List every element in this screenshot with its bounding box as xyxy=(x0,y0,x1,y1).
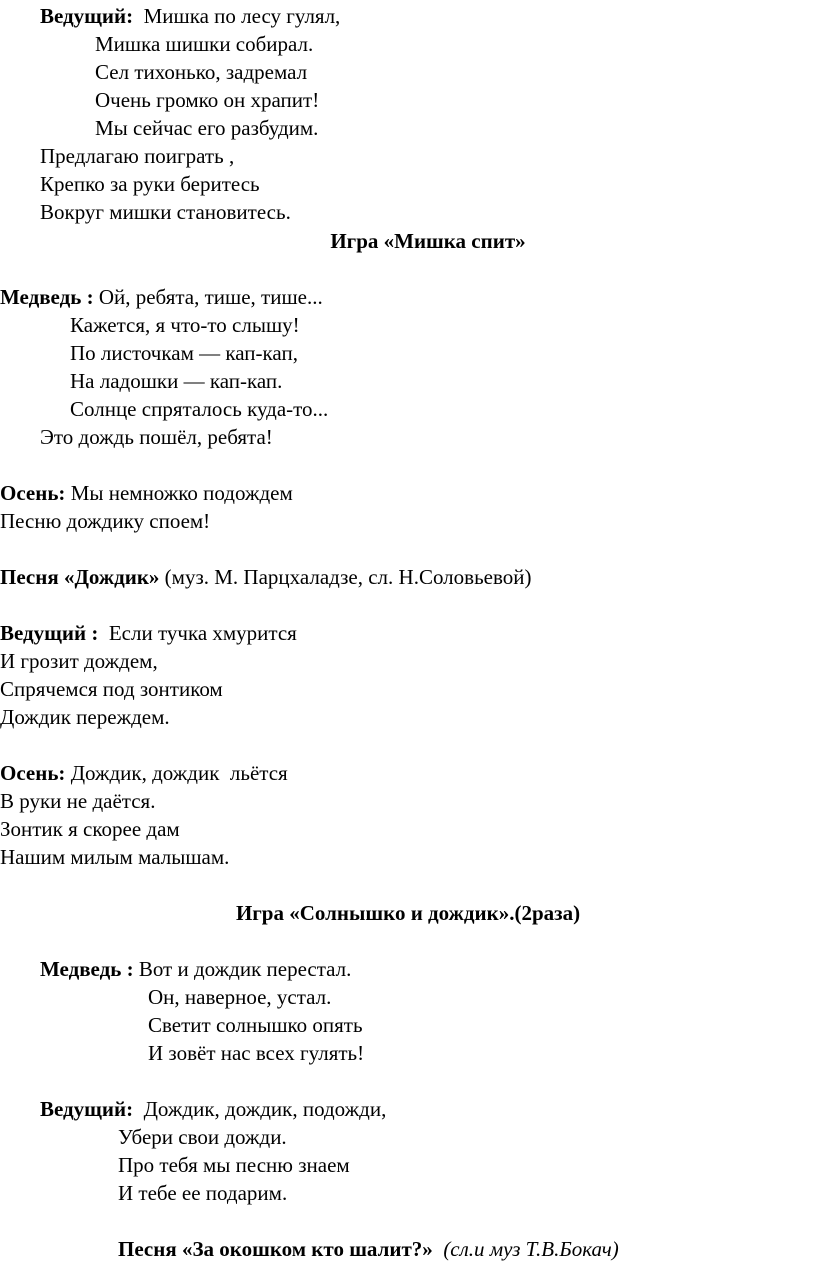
verse-text: Ой, ребята, тише, тише... xyxy=(93,285,323,309)
verse-line: Про тебя мы песню знаем xyxy=(118,1153,350,1177)
verse-line: Спрячемся под зонтиком xyxy=(0,677,223,701)
verse-line: Солнце спряталось куда-то... xyxy=(70,397,329,421)
song-title: Песня «Дождик» xyxy=(0,565,160,589)
game-heading: Игра «Солнышко и дождик».(2раза) xyxy=(235,901,581,925)
verse-line: Зонтик я скорее дам xyxy=(0,817,180,841)
verse-text: Вот и дождик перестал. xyxy=(133,957,352,981)
speaker-label: Ведущий : xyxy=(0,621,99,645)
verse-text: Дождик, дождик, подожди, xyxy=(133,1097,387,1121)
verse-line: И зовёт нас всех гулять! xyxy=(148,1041,365,1065)
speaker-label: Ведущий: xyxy=(40,1097,134,1121)
song-credit: (сл.и муз Т.В.Бокач) xyxy=(443,1237,619,1261)
verse-line: Светит солнышко опять xyxy=(148,1013,363,1037)
verse-line: Нашим милым малышам. xyxy=(0,845,230,869)
speaker-label: Осень: xyxy=(0,761,66,785)
verse-line: Убери свои дожди. xyxy=(118,1125,287,1149)
verse-line: Дождик переждем. xyxy=(0,705,170,729)
verse-line: И тебе ее подарим. xyxy=(118,1181,288,1205)
verse-line: Вокруг мишки становитесь. xyxy=(40,200,291,224)
stanza-7-line-1 xyxy=(40,1095,386,1123)
stanza-6-line-1 xyxy=(40,955,351,983)
speaker-label: Осень: xyxy=(0,481,66,505)
verse-line: Кажется, я что-то слышу! xyxy=(70,313,300,337)
verse-line: По листочкам — кап-кап, xyxy=(70,341,298,365)
stanza-3-line-1 xyxy=(0,479,293,507)
speaker-label: Медведь : xyxy=(40,957,134,981)
verse-text: Мы немножко подождем xyxy=(65,481,293,505)
speaker-label: Медведь : xyxy=(0,285,94,309)
game-heading: Игра «Мишка спит» xyxy=(330,229,526,253)
song-heading xyxy=(0,563,531,591)
verse-line: Это дождь пошёл, ребята! xyxy=(40,425,273,449)
verse-line: Он, наверное, устал. xyxy=(148,985,332,1009)
song-heading xyxy=(118,1235,619,1263)
verse-text: Мишка по лесу гулял, xyxy=(133,4,341,28)
verse-line: Очень громко он храпит! xyxy=(95,88,320,112)
verse-line: Песню дождику споем! xyxy=(0,509,211,533)
verse-text: Дождик, дождик льётся xyxy=(65,761,288,785)
verse-line: Мишка шишки собирал. xyxy=(95,32,314,56)
verse-line: Предлагаю поиграть , xyxy=(40,144,235,168)
verse-text: Если тучка хмурится xyxy=(98,621,297,645)
stanza-4-line-1 xyxy=(0,619,297,647)
verse-line: Сел тихонько, задремал xyxy=(95,60,308,84)
verse-line: Мы сейчас его разбудим. xyxy=(95,116,319,140)
stanza-5-line-1 xyxy=(0,759,288,787)
verse-line: В руки не даётся. xyxy=(0,789,156,813)
speaker-label: Ведущий: xyxy=(40,4,134,28)
stanza-1-line-1 xyxy=(40,2,340,30)
verse-line: Крепко за руки беритесь xyxy=(40,172,260,196)
verse-line: И грозит дождем, xyxy=(0,649,158,673)
song-credit: (муз. М. Парцхаладзе, сл. Н.Соловьевой) xyxy=(159,565,532,589)
stanza-2-line-1 xyxy=(0,283,323,311)
song-title: Песня «За окошком кто шалит?» xyxy=(118,1237,433,1261)
verse-line: На ладошки — кап-кап. xyxy=(70,369,283,393)
